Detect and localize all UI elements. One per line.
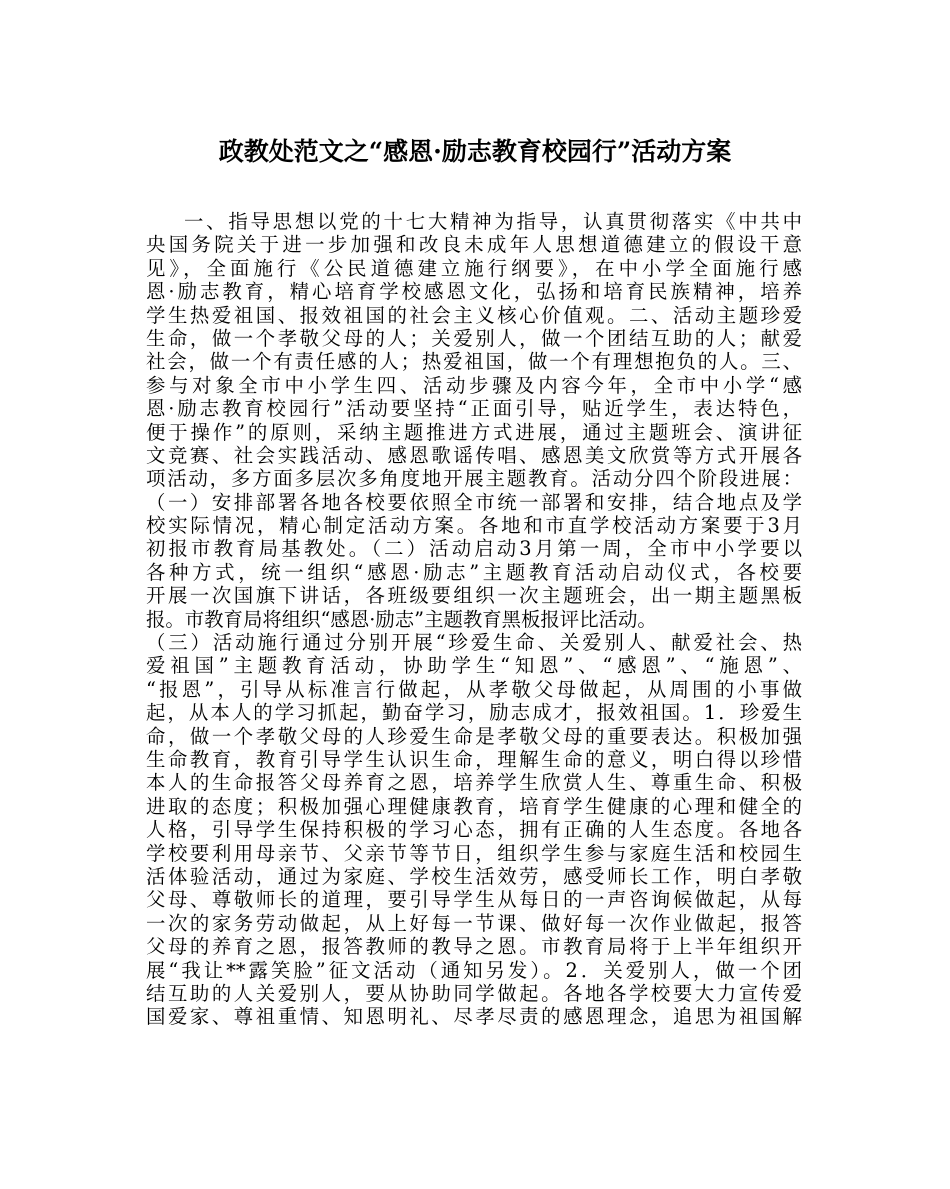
body-line: 生命，做一个孝敬父母的人；关爱别人，做一个团结互助的人；献爱 bbox=[146, 326, 802, 350]
body-line: 学生热爱祖国、报效祖国的社会主义核心价值观。二、活动主题珍爱 bbox=[146, 303, 802, 327]
body-line: 恩·励志教育，精心培育学校感恩文化，弘扬和培育民族精神，培养 bbox=[146, 280, 802, 304]
body-line: 便于操作”的原则，采纳主题推进方式进展，通过主题班会、演讲征 bbox=[146, 420, 802, 444]
body-line: 初报市教育局基教处。（二）活动启动3月第一周，全市中小学要以 bbox=[146, 537, 802, 561]
document-body bbox=[146, 210, 802, 1029]
body-line: 社会，做一个有责任感的人；热爱祖国，做一个有理想抱负的人。三、 bbox=[146, 350, 802, 374]
body-line: 结互助的人关爱别人，要从协助同学做起。各地各学校要大力宣传爱 bbox=[146, 981, 802, 1005]
body-line: 见》，全面施行《公民道德建立施行纲要》，在中小学全面施行感 bbox=[146, 256, 802, 280]
body-line: （三）活动施行通过分别开展“珍爱生命、关爱别人、献爱社会、热 bbox=[146, 631, 802, 655]
body-line: 一、指导思想以党的十七大精神为指导，认真贯彻落实《中共中 bbox=[184, 210, 802, 233]
body-line: （一）安排部署各地各校要依照全市统一部署和安排，结合地点及学 bbox=[146, 490, 802, 514]
body-line: 活体验活动，通过为家庭、学校生活效劳，感受师长工作，明白孝敬 bbox=[146, 864, 802, 888]
body-line: 报。市教育局将组织“感恩·励志”主题教育黑板报评比活动。 bbox=[146, 607, 657, 631]
body-line: 各种方式，统一组织“感恩·励志”主题教育活动启动仪式，各校要 bbox=[146, 560, 802, 584]
body-line: 起，从本人的学习抓起，勤奋学习，励志成才，报效祖国。1．珍爱生 bbox=[146, 701, 802, 725]
body-line: 央国务院关于进一步加强和改良未成年人思想道德建立的假设干意 bbox=[146, 233, 802, 257]
body-line: 国爱家、尊祖重情、知恩明礼、尽孝尽责的感恩理念，追思为祖国解 bbox=[146, 1005, 802, 1029]
body-line: 父母的养育之恩，报答教师的教导之恩。市教育局将于上半年组织开 bbox=[146, 935, 802, 959]
body-line: 展“我让**露笑脸”征文活动（通知另发）。2．关爱别人，做一个团 bbox=[146, 958, 802, 982]
body-line: 参与对象全市中小学生四、活动步骤及内容今年，全市中小学“感 bbox=[146, 373, 802, 397]
body-line: 命，做一个孝敬父母的人珍爱生命是孝敬父母的重要表达。积极加强 bbox=[146, 724, 802, 748]
body-line: 父母、尊敬师长的道理，要引导学生从每日的一声咨询候做起，从每 bbox=[146, 888, 802, 912]
body-line: 文竞赛、社会实践活动、感恩歌谣传唱、感恩美文欣赏等方式开展各 bbox=[146, 443, 802, 467]
body-line: 学校要利用母亲节、父亲节等节日，组织学生参与家庭生活和校园生 bbox=[146, 841, 802, 865]
document-title: 政教处范文之“感恩·励志教育校园行”活动方案 bbox=[218, 137, 732, 166]
body-line: 人格，引导学生保持积极的学习心态，拥有正确的人生态度。各地各 bbox=[146, 818, 802, 842]
body-line: 一次的家务劳动做起，从上好每一节课、做好每一次作业做起，报答 bbox=[146, 911, 802, 935]
body-line: 进取的态度；积极加强心理健康教育，培育学生健康的心理和健全的 bbox=[146, 794, 802, 818]
body-line: 恩·励志教育校园行”活动要坚持“正面引导，贴近学生，表达特色， bbox=[146, 397, 802, 421]
body-line: 开展一次国旗下讲话，各班级要组织一次主题班会，出一期主题黑板 bbox=[146, 584, 802, 608]
body-line: 爱祖国”主题教育活动，协助学生“知恩”、“感恩”、“施恩”、 bbox=[146, 654, 802, 678]
body-line: 生命教育，教育引导学生认识生命，理解生命的意义，明白得以珍惜 bbox=[146, 747, 802, 771]
body-line: “报恩”，引导从标准言行做起，从孝敬父母做起，从周围的小事做 bbox=[146, 677, 802, 701]
body-line: 项活动，多方面多层次多角度地开展主题教育。活动分四个阶段进展： bbox=[146, 467, 802, 491]
body-line: 校实际情况，精心制定活动方案。各地和市直学校活动方案要于3月 bbox=[146, 514, 802, 538]
body-line: 本人的生命报答父母养育之恩，培养学生欣赏人生、尊重生命、积极 bbox=[146, 771, 802, 795]
